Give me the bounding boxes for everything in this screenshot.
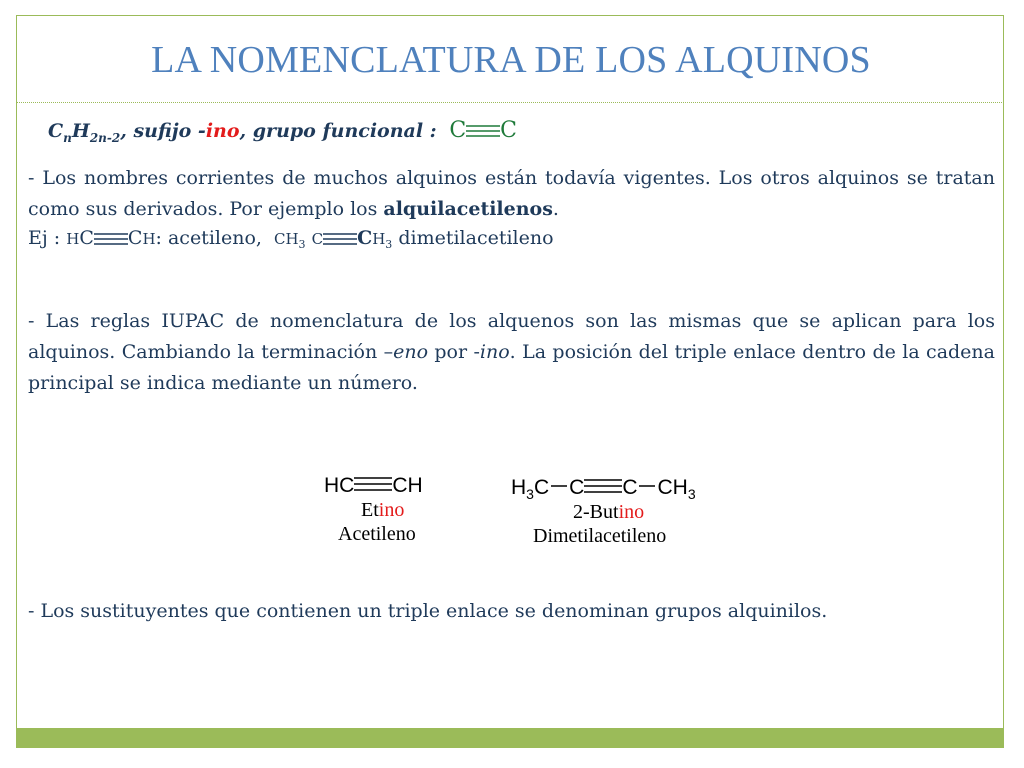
butyne-structure bbox=[511, 476, 696, 502]
acetylene-name: : acetileno, bbox=[155, 227, 262, 249]
butyne-iupac-name bbox=[573, 501, 644, 524]
eno-term: eno bbox=[393, 341, 429, 363]
ethyne-name-stem: Et bbox=[361, 499, 379, 521]
single-bond-icon bbox=[549, 477, 569, 495]
butyne-c2: C bbox=[569, 476, 585, 499]
butyne-name-stem: 2-But bbox=[573, 501, 619, 523]
formula-h: H bbox=[71, 120, 90, 142]
group-carbon-2: C bbox=[500, 118, 518, 143]
paragraph1-text: - Los nombres corrientes de muchos alquinos están todavía vigentes. Los otros alquinos se tratan como sus derivados. Por ejemplo los bbox=[28, 167, 995, 220]
single-bond-icon bbox=[637, 477, 657, 495]
triple-bond-icon bbox=[94, 232, 128, 246]
triple-bond-icon bbox=[584, 477, 622, 495]
paragraph2-part3: . La posición del triple enlace dentro de la cadena principal se indica mediante un número. bbox=[28, 341, 995, 394]
ethyne-common-name: Acetileno bbox=[338, 523, 416, 545]
ethyne-iupac-name bbox=[361, 499, 404, 522]
ethyne-ch: CH bbox=[392, 474, 423, 497]
example-line bbox=[28, 227, 554, 251]
paragraph-iupac-rules bbox=[28, 306, 995, 399]
butyne-ch-subscript: 3 bbox=[687, 486, 696, 503]
paragraph2-part2: por - bbox=[428, 341, 480, 363]
functional-group bbox=[449, 118, 517, 143]
butyne-common-name: Dimetilacetileno bbox=[533, 525, 667, 547]
acetylene-h2: H bbox=[142, 230, 156, 248]
paragraph1-end: . bbox=[552, 198, 559, 220]
page-title: LA NOMENCLATURA DE LOS ALQUINOS bbox=[151, 39, 871, 81]
footer-bar bbox=[16, 728, 1004, 748]
methyl-sub-a: 3 bbox=[298, 238, 306, 251]
ethyne-hc: HC bbox=[324, 474, 355, 497]
butyne-name-suffix: ino bbox=[618, 501, 645, 523]
dimethyl-name: dimetilacetileno bbox=[398, 227, 554, 249]
methyl-ch-a: CH bbox=[273, 230, 299, 248]
paragraph-common-names bbox=[28, 163, 995, 225]
alquilacetilenos-term: alquilacetilenos bbox=[383, 198, 553, 220]
title-divider bbox=[16, 102, 1004, 103]
triple-bond-icon bbox=[323, 232, 357, 246]
formula-n: n bbox=[63, 130, 72, 145]
sufijo-ino: ino bbox=[205, 120, 240, 142]
formula-c: C bbox=[48, 120, 64, 142]
example-prefix: Ej : bbox=[28, 227, 61, 249]
acetylene-c1: C bbox=[79, 227, 94, 249]
ethyne-name-suffix: ino bbox=[378, 499, 405, 521]
formula-h-subscript: 2n-2 bbox=[89, 130, 121, 145]
triple-bond-icon bbox=[466, 124, 500, 138]
butyne-h-subscript: 3 bbox=[526, 486, 534, 503]
grupo-funcional-label: , grupo funcional : bbox=[239, 120, 437, 142]
sufijo-prefix: , sufijo - bbox=[120, 120, 206, 142]
triple-bond-icon bbox=[354, 475, 392, 493]
paragraph-alkynyl-groups: - Los sustituyentes que contienen un triple enlace se denominan grupos alquinilos. bbox=[28, 600, 828, 622]
methyl-sub-b: 3 bbox=[385, 238, 393, 251]
butyne-ch: CH bbox=[657, 476, 688, 499]
butyne-c1: C bbox=[533, 476, 550, 499]
dimethyl-c2: C bbox=[357, 227, 373, 249]
butyne-h: H bbox=[511, 476, 527, 499]
group-carbon-1: C bbox=[449, 118, 467, 143]
acetylene-c2: C bbox=[127, 227, 143, 249]
acetylene-h1: H bbox=[66, 230, 80, 248]
general-formula bbox=[48, 118, 517, 145]
ino-term: ino bbox=[479, 341, 510, 363]
dimethyl-c1: C bbox=[311, 230, 324, 248]
ethyne-structure bbox=[324, 474, 423, 498]
butyne-c3: C bbox=[622, 476, 638, 499]
methyl-h-b: H bbox=[372, 230, 386, 248]
paragraph2-part1: - Las reglas IUPAC de nomenclatura de los alquenos son las mismas que se aplican para los alquinos. Cambiando la terminación – bbox=[28, 310, 995, 363]
